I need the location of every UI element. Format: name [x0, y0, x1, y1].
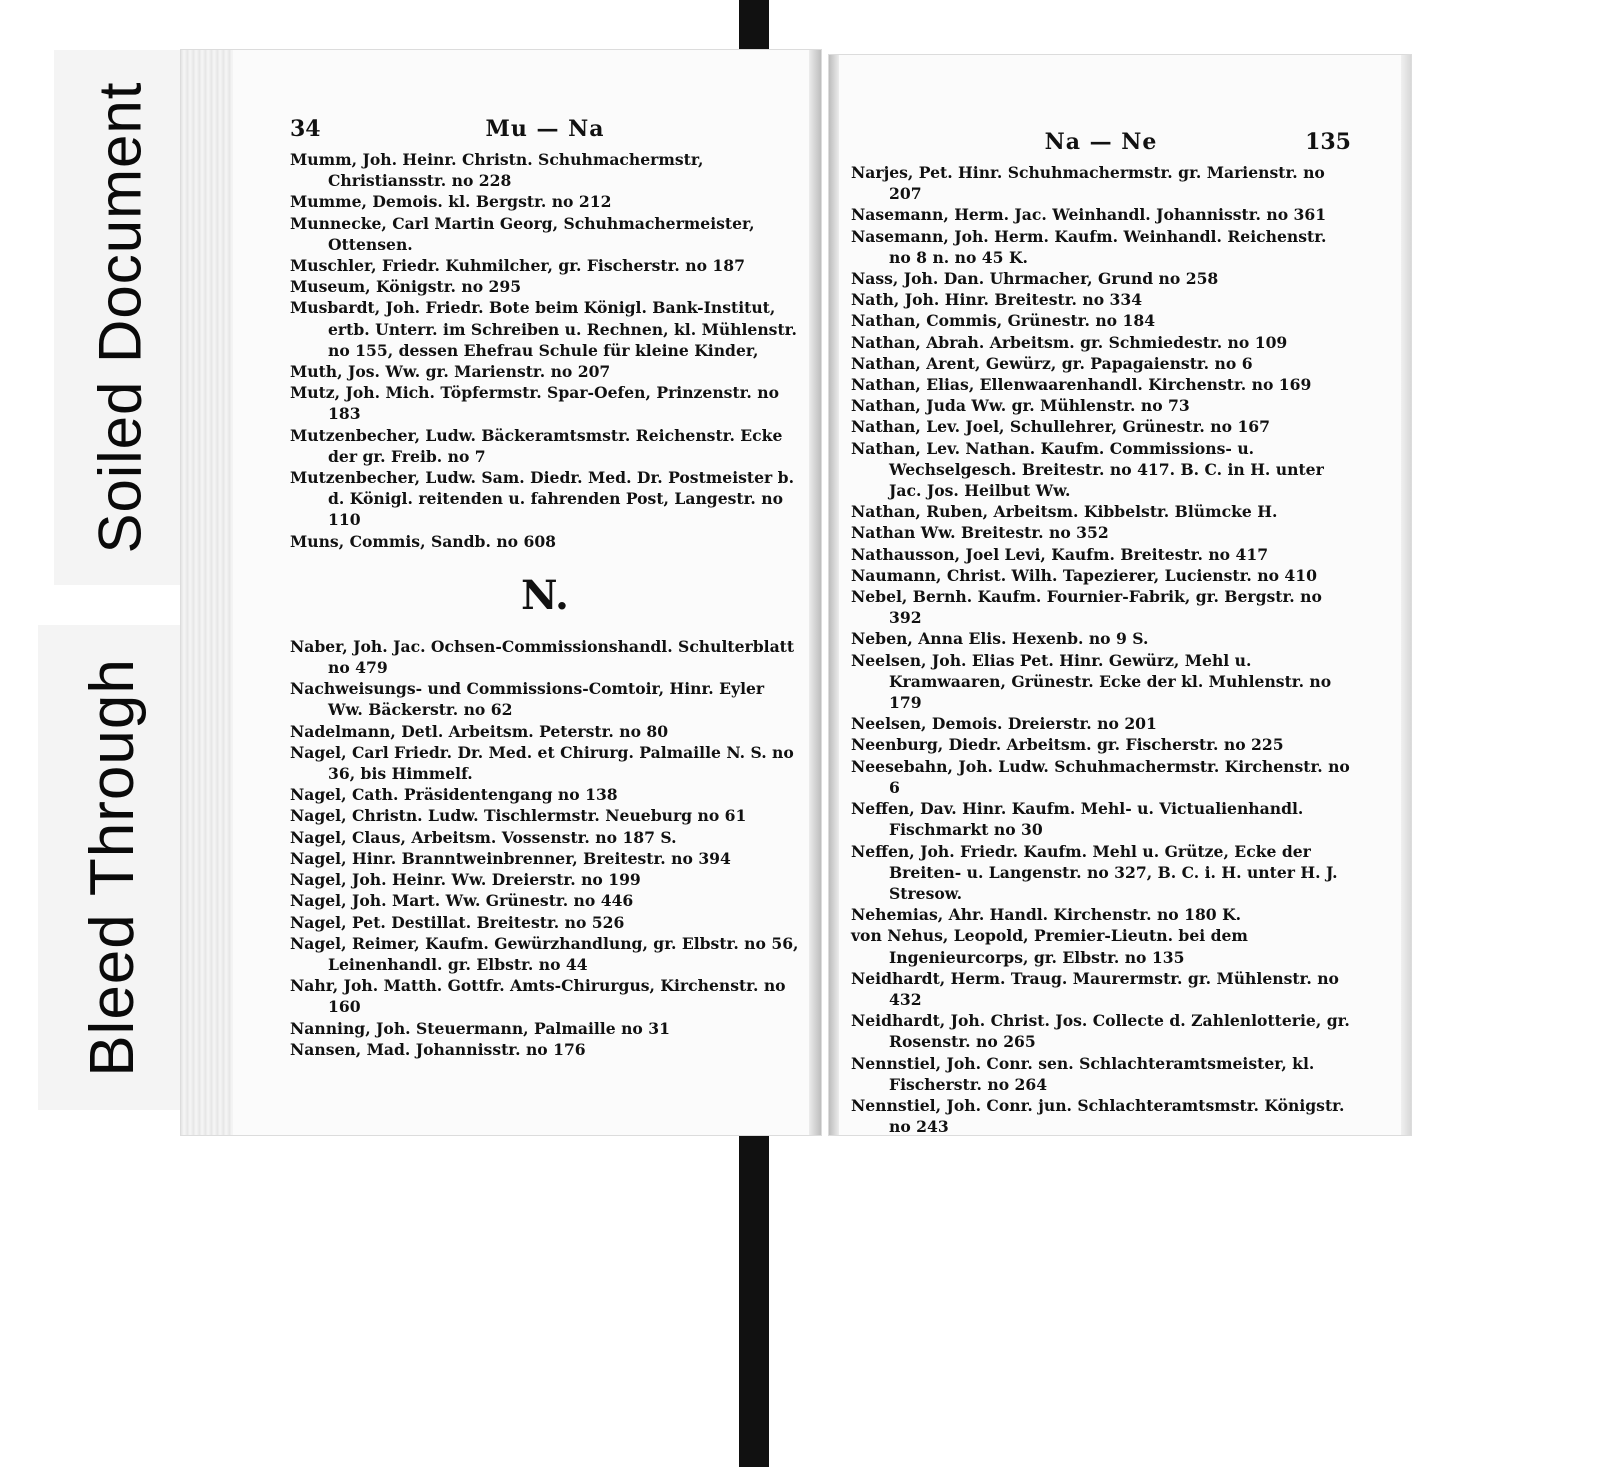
left-running-head: Mu — Na [485, 116, 605, 142]
directory-entry: Nahr, Joh. Matth. Gottfr. Amts-Chirurgus, Kirchenstr. no 160 [290, 976, 786, 1017]
directory-entry: Mumme, Demois. kl. Bergstr. no 212 [290, 192, 612, 212]
directory-entry: Nebel, Bernh. Kaufm. Fournier-Fabrik, gr. Bergstr. no 392 [851, 587, 1322, 628]
directory-entry: Naber, Joh. Jac. Ochsen-Commissionshandl. Schulterblatt no 479 [290, 636, 795, 678]
left-entries-before [290, 149, 800, 552]
left-page-gutter [809, 50, 821, 1135]
directory-entry: Neelsen, Joh. Elias Pet. Hinr. Gewürz, Mehl u. Kramwaaren, Grünestr. Ecke der kl. Muhlenstr. no 179 [851, 650, 1332, 713]
directory-entry: Mumm, Joh. Heinr. Christn. Schuhmachermstr, Christiansstr. no 228 [290, 150, 704, 191]
left-entries-after [290, 636, 800, 1060]
directory-entry: Nagel, Pet. Destillat. Breitestr. no 526 [290, 912, 625, 932]
directory-entry: Nagel, Hinr. Branntweinbrenner, Breitestr. no 394 [290, 848, 731, 868]
directory-entry: Nathan Ww. Breitestr. no 352 [851, 523, 1109, 543]
directory-entry: Nathausson, Joel Levi, Kaufm. Breitestr. no 417 [851, 544, 1269, 564]
left-page-header [290, 115, 800, 149]
directory-entry: Nathan, Ruben, Arbeitsm. Kibbelstr. Blümcke H. [851, 502, 1278, 522]
directory-entry: Nathan, Elias, Ellenwaarenhandl. Kirchenstr. no 169 [851, 375, 1312, 395]
directory-entry: Nath, Joh. Hinr. Breitestr. no 334 [851, 290, 1143, 310]
directory-entry: Nathan, Arent, Gewürz, gr. Papagaienstr. no 6 [851, 353, 1253, 373]
directory-entry: Munnecke, Carl Martin Georg, Schuhmachermeister, Ottensen. [290, 213, 755, 254]
directory-entry: Nathan, Lev. Nathan. Kaufm. Commissions- u. Wechselgesch. Breitestr. no 417. B. C. in H. unter Jac. Jos. Heilbut Ww. [851, 438, 1324, 501]
directory-entry: Nehemias, Ahr. Handl. Kirchenstr. no 180 K. [851, 905, 1242, 925]
section-letter: N. [521, 571, 569, 619]
directory-entry: Nasemann, Joh. Herm. Kaufm. Weinhandl. Reichenstr. no 8 n. no 45 K. [851, 226, 1327, 267]
right-running-head: Na — Ne [1044, 129, 1158, 155]
directory-entry: Nanning, Joh. Steuermann, Palmaille no 31 [290, 1018, 670, 1038]
directory-entry: Narjes, Pet. Hinr. Schuhmachermstr. gr. Marienstr. no 207 [851, 163, 1325, 204]
directory-entry: Nass, Joh. Dan. Uhrmacher, Grund no 258 [851, 269, 1219, 289]
soiled-document-text: Soiled Document [86, 81, 154, 554]
directory-entry: Mutzenbecher, Ludw. Sam. Diedr. Med. Dr. Postmeister b. d. Königl. reitenden u. fahrenden Post, Langestr. no 110 [290, 468, 795, 530]
right-page-number: 135 [1305, 129, 1351, 155]
directory-entry: Nagel, Claus, Arbeitsm. Vossenstr. no 187 S. [290, 827, 677, 847]
directory-entry: Nennstiel, Joh. Conr. sen. Schlachteramtsmeister, kl. Fischerstr. no 264 [851, 1053, 1315, 1094]
directory-entry: Muschler, Friedr. Kuhmilcher, gr. Fischerstr. no 187 [290, 256, 745, 276]
directory-entry: Muth, Jos. Ww. gr. Marienstr. no 207 [290, 362, 611, 382]
directory-entry: Nennstiel, Joh. Conr. jun. Schlachteramtsmstr. Königstr. no 243 [851, 1095, 1345, 1137]
directory-entry: Nansen, Mad. Johannisstr. no 176 [290, 1039, 586, 1059]
right-page-text [851, 128, 1351, 1137]
directory-entry: Nasemann, Herm. Jac. Weinhandl. Johannisstr. no 361 [851, 205, 1327, 225]
right-page-header [851, 128, 1351, 162]
directory-entry: Nagel, Joh. Mart. Ww. Grünestr. no 446 [290, 891, 634, 911]
directory-entry: Nadelmann, Detl. Arbeitsm. Peterstr. no 80 [290, 721, 669, 741]
directory-entry: Neffen, Joh. Friedr. Kaufm. Mehl u. Grütze, Ecke der Breiten- u. Langenstr. no 327, B. C. i. H. unter H. J. Stresow. [851, 841, 1338, 903]
left-page-number: 34 [290, 116, 321, 142]
right-entries [851, 162, 1351, 1137]
soiled-document-label [54, 50, 186, 585]
directory-entry: Nathan, Lev. Joel, Schullehrer, Grünestr. no 167 [851, 417, 1270, 437]
directory-entry: Nachweisungs- und Commissions-Comtoir, Hinr. Eyler Ww. Bäckerstr. no 62 [290, 679, 765, 720]
directory-entry: Nagel, Joh. Heinr. Ww. Dreierstr. no 199 [290, 870, 641, 890]
directory-entry: Neesebahn, Joh. Ludw. Schuhmachermstr. Kirchenstr. no 6 [851, 756, 1350, 797]
directory-entry: Mutz, Joh. Mich. Töpfermstr. Spar-Oefen, Prinzenstr. no 183 [290, 383, 780, 424]
directory-entry: Musbardt, Joh. Friedr. Bote beim Königl. Bank-Institut, ertb. Unterr. im Schreiben u. Rechnen, kl. Mühlenstr. no 155, dessen Ehefrau Schule für kleine Kinder, [290, 298, 797, 360]
directory-entry: Neffen, Dav. Hinr. Kaufm. Mehl- u. Victualienhandl. Fischmarkt no 30 [851, 799, 1304, 840]
directory-entry: Neelsen, Demois. Dreierstr. no 201 [851, 714, 1157, 734]
right-page-gutter [829, 55, 839, 1135]
directory-entry: Neenburg, Diedr. Arbeitsm. gr. Fischerstr. no 225 [851, 735, 1284, 755]
directory-entry: von Nehus, Leopold, Premier-Lieutn. bei dem Ingenieurcorps, gr. Elbstr. no 135 [851, 926, 1248, 967]
left-page-text [290, 115, 800, 1060]
directory-entry: Naumann, Christ. Wilh. Tapezierer, Lucienstr. no 410 [851, 565, 1317, 585]
bleed-through-text: Bleed Through [77, 658, 147, 1077]
directory-entry: Neidhardt, Herm. Traug. Maurermstr. gr. Mühlenstr. no 432 [851, 968, 1339, 1009]
directory-entry: Nathan, Commis, Grünestr. no 184 [851, 311, 1156, 331]
directory-entry: Muns, Commis, Sandb. no 608 [290, 531, 557, 551]
directory-entry: Museum, Königstr. no 295 [290, 277, 522, 297]
directory-entry: Nathan, Juda Ww. gr. Mühlenstr. no 73 [851, 396, 1190, 416]
directory-entry: Nagel, Carl Friedr. Dr. Med. et Chirurg. Palmaille N. S. no 36, bis Himmelf. [290, 742, 794, 784]
directory-entry: Nagel, Cath. Präsidentengang no 138 [290, 785, 618, 805]
directory-entry: Nagel, Reimer, Kaufm. Gewürzhandlung, gr. Elbstr. no 56, Leinenhandl. gr. Elbstr. no 44 [290, 933, 799, 974]
directory-entry: Neben, Anna Elis. Hexenb. no 9 S. [851, 629, 1149, 649]
directory-entry: Mutzenbecher, Ludw. Bäckeramtsmstr. Reichenstr. Ecke der gr. Freib. no 7 [290, 425, 783, 466]
bleed-through-label [38, 625, 186, 1110]
directory-entry: Neidhardt, Joh. Christ. Jos. Collecte d. Zahlenlotterie, gr. Rosenstr. no 265 [851, 1011, 1350, 1052]
directory-entry: Nagel, Christn. Ludw. Tischlermstr. Neueburg no 61 [290, 806, 747, 826]
directory-entry: Nathan, Abrah. Arbeitsm. gr. Schmiedestr. no 109 [851, 332, 1288, 352]
